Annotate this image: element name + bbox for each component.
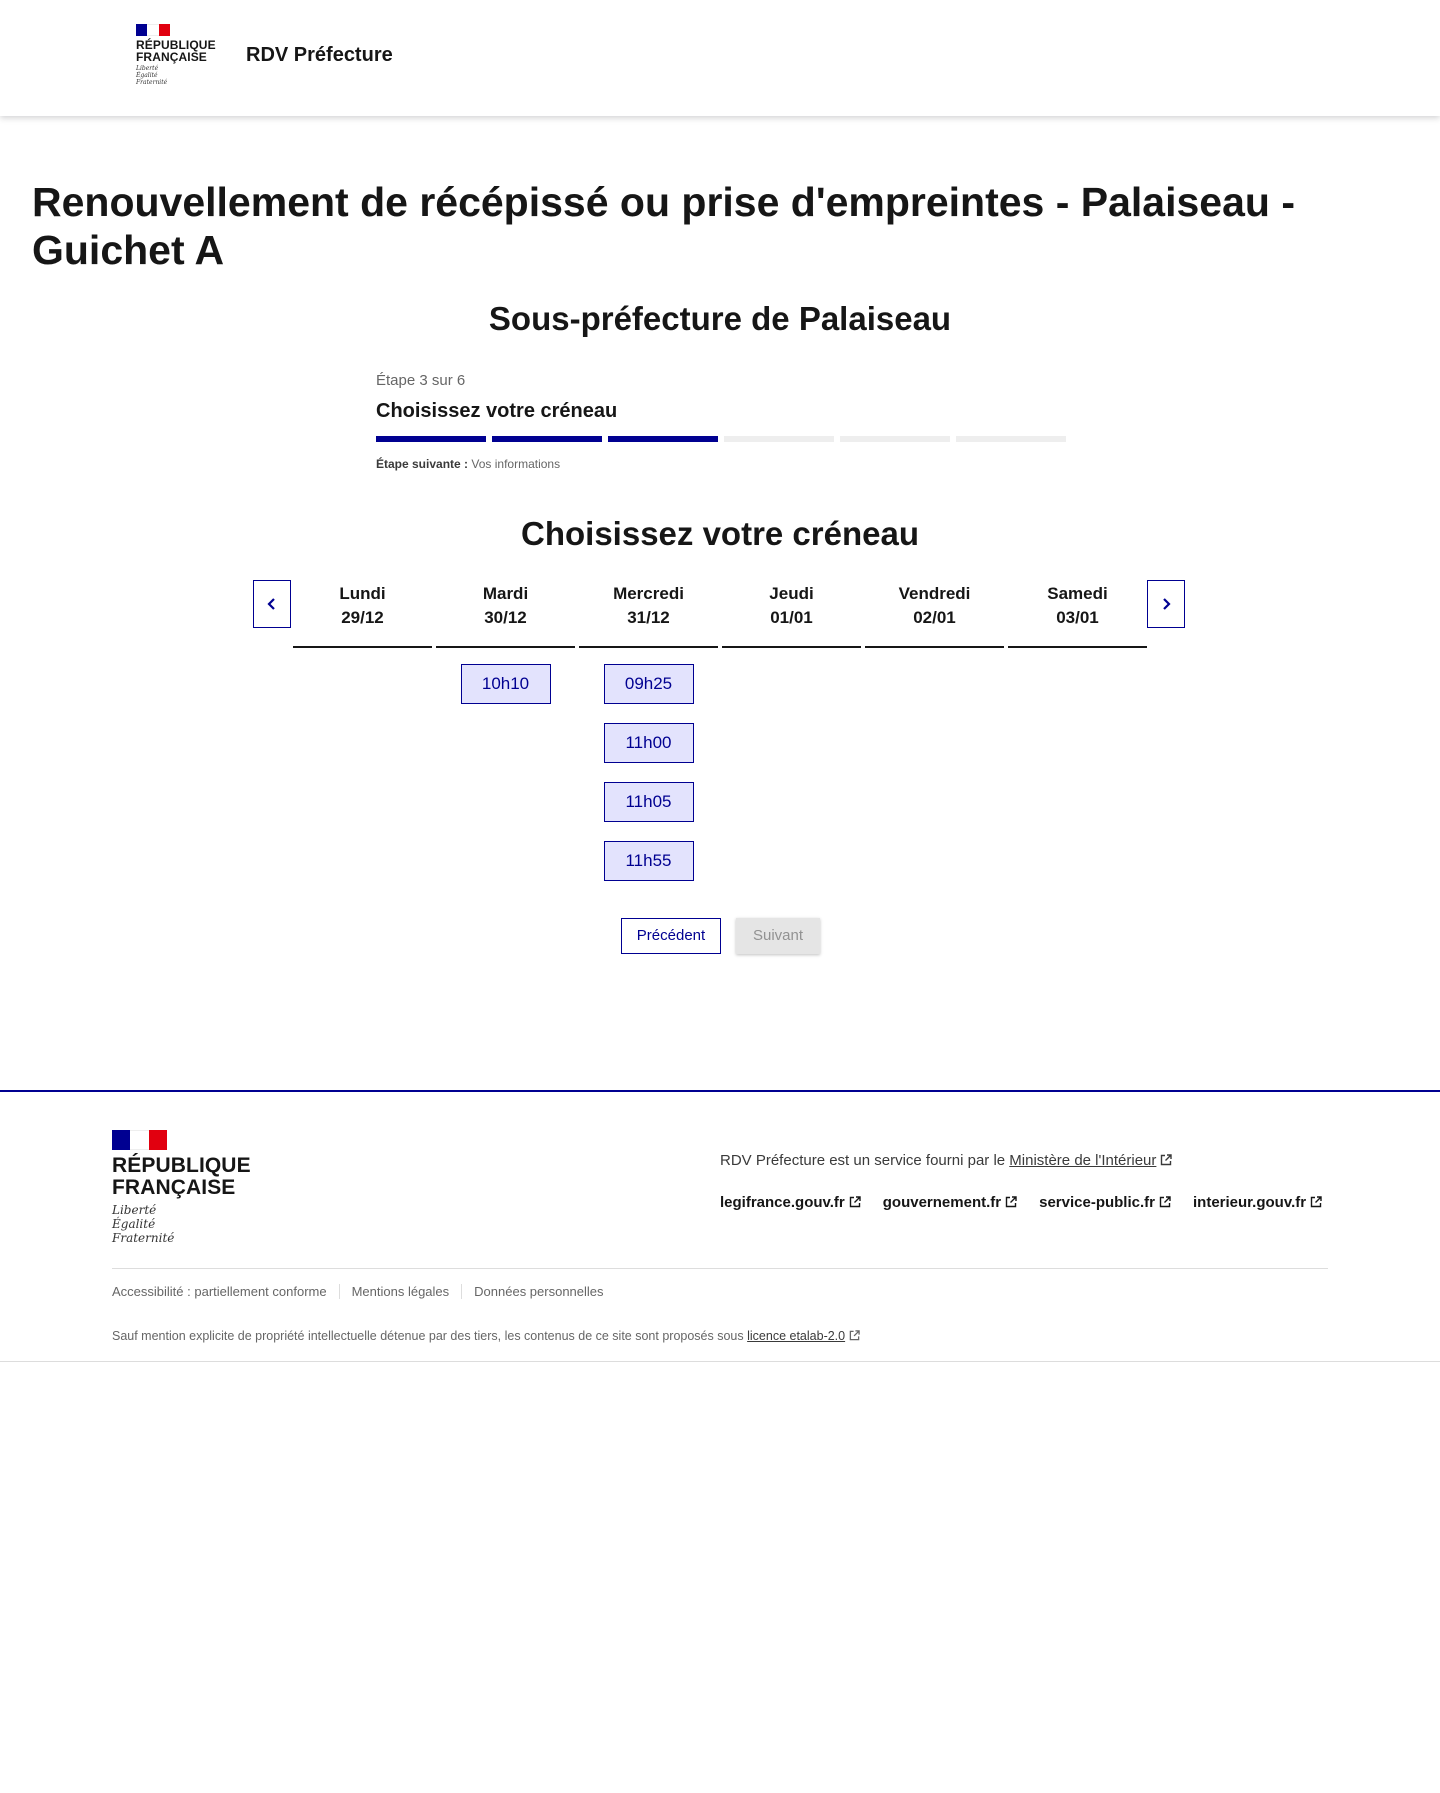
day-column [722,580,861,648]
external-link-icon [1310,1196,1322,1208]
step-bar [376,436,486,442]
day-header [722,580,861,648]
footer-link-gouvernement[interactable]: gouvernement.fr [883,1194,1017,1211]
page-title: Renouvellement de récépissé ou prise d'empreintes - Palaiseau - Guichet A [32,179,1295,273]
step-next-label: Étape suivante : [376,457,469,471]
day-date: 03/01 [1056,608,1099,627]
time-slot-button[interactable]: 11h00 [604,723,694,763]
day-date: 01/01 [770,608,813,627]
previous-button[interactable]: Précédent [621,918,721,954]
day-date: 31/12 [627,608,670,627]
day-header [436,580,575,648]
step-bar [724,436,834,442]
day-name: Jeudi [769,584,814,603]
footer-link-service-public[interactable]: service-public.fr [1039,1194,1171,1211]
license-link[interactable]: licence etalab-2.0 [747,1329,860,1343]
day-header [293,580,432,648]
step-progress [376,436,1066,442]
day-name: Vendredi [898,584,971,603]
marianne-flag-icon [112,1130,167,1150]
next-button[interactable]: Suivant [736,918,820,954]
footer-bottom-links [112,1284,616,1299]
external-link-icon [1159,1196,1171,1208]
legal-notice-link[interactable]: Mentions légales [339,1284,462,1299]
slots-heading: Choisissez votre créneau [521,515,919,552]
day-column [865,580,1004,648]
footer-republique-francaise-logo[interactable] [112,1130,251,1245]
day-header [1008,580,1147,648]
day-name: Mardi [482,584,529,603]
footer-logo-motto: Liberté Égalité Fraternité [112,1203,175,1245]
logo-title: RÉPUBLIQUE FRANÇAISE [136,38,216,64]
day-name: Mercredi [613,584,684,603]
personal-data-link[interactable]: Données personnelles [461,1284,615,1299]
marianne-flag-icon [136,24,170,36]
step-count: Étape 3 sur 6 [376,372,466,389]
time-slot-button[interactable]: 09h25 [604,664,694,704]
ministere-link[interactable]: Ministère de l'Intérieur [1009,1152,1172,1169]
chevron-right-icon [1159,597,1173,611]
external-link-icon [1160,1154,1172,1166]
previous-week-button[interactable] [253,580,291,628]
step-bar [956,436,1066,442]
next-week-button[interactable] [1147,580,1185,628]
footer-link-legifrance[interactable]: legifrance.gouv.fr [720,1194,861,1211]
footer-link-interieur[interactable]: interieur.gouv.fr [1193,1194,1322,1211]
step-bar [840,436,950,442]
stepper [376,372,1066,471]
footer-divider [112,1268,1328,1269]
external-link-icon [1005,1196,1017,1208]
external-link-icon [849,1196,861,1208]
footer-description: RDV Préfecture est un service fourni par le Ministère de l'Intérieur [720,1152,1172,1169]
step-bar [492,436,602,442]
service-name[interactable]: RDV Préfecture [246,44,393,66]
accessibility-link[interactable]: Accessibilité : partiellement conforme [112,1284,327,1299]
site-footer [0,1090,1440,1362]
day-column [293,580,432,648]
republique-francaise-logo[interactable] [136,24,216,86]
chevron-left-icon [265,597,279,611]
step-next-value: Vos informations [471,457,561,471]
day-name: Samedi [1047,584,1108,603]
footer-partner-links [720,1194,1322,1211]
day-column [436,580,575,704]
day-column [579,580,718,881]
day-header [865,580,1004,648]
day-date: 30/12 [484,608,527,627]
time-slot-button[interactable]: 11h05 [604,782,694,822]
day-column [1008,580,1147,648]
external-link-icon [849,1330,860,1341]
site-header [0,0,1440,116]
step-bar [608,436,718,442]
day-date: 29/12 [341,608,384,627]
day-header [579,580,718,648]
office-subtitle: Sous-préfecture de Palaiseau [488,300,952,337]
step-title: Choisissez votre créneau [376,400,618,422]
day-name: Lundi [339,584,386,603]
time-slot-button[interactable]: 10h10 [461,664,551,704]
day-date: 02/01 [913,608,956,627]
time-slot-button[interactable]: 11h55 [604,841,694,881]
logo-motto: Liberté Égalité Fraternité [136,65,168,86]
footer-license: Sauf mention explicite de propriété intellectuelle détenue par des tiers, les contenus de ce site sont proposés sous licence etalab-2.0 [112,1329,860,1343]
footer-logo-title: RÉPUBLIQUE FRANÇAISE [112,1154,251,1199]
step-next [376,457,1066,471]
